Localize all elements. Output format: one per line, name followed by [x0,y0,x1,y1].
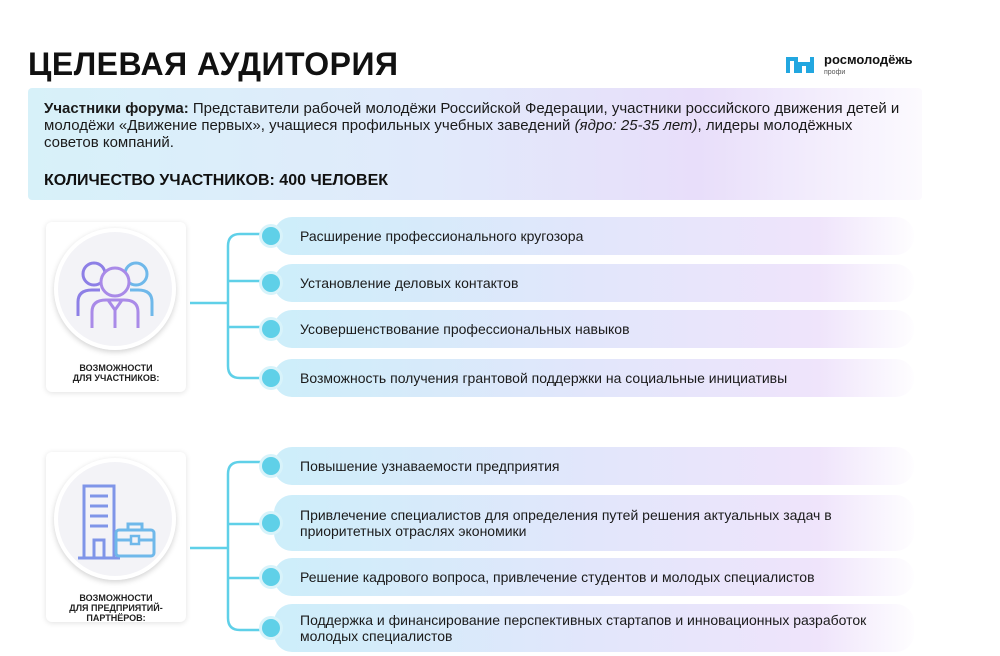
people-group-icon [70,244,160,334]
page-title: ЦЕЛЕВАЯ АУДИТОРИЯ [28,46,399,82]
partners-label [46,593,186,623]
participant-count: КОЛИЧЕСТВО УЧАСТНИКОВ: 400 ЧЕЛОВЕК [44,172,389,189]
partners-label-line2: ДЛЯ ПРЕДПРИЯТИЙ- [69,603,163,613]
logo-mark-icon [786,56,818,74]
participant-benefit-4 [274,359,914,397]
audience-banner [28,88,922,200]
participants-card [46,222,186,392]
benefit-text: Привлечение специалистов для определения путей решения актуальных задач в приоритетных отраслях экономики [300,507,832,539]
audience-description [44,100,904,151]
benefit-text: Поддержка и финансирование перспективных стартапов и инновационных разработок молодых специалистов [300,612,867,644]
bullet-dot [262,514,280,532]
participant-benefit-2 [274,264,914,302]
partners-label-line3: ПАРТНЁРОВ: [86,613,146,623]
bullet-dot [262,619,280,637]
bullet-dot [262,457,280,475]
participants-label-line1: ВОЗМОЖНОСТИ [79,363,153,373]
bullet-dot [262,568,280,586]
rosmolodezh-logo [786,50,936,78]
banner-text-a: Представители рабочей молодёжи Российской Федерации, участники российского движения детей и молодёжи «Движение первых», учащиеся профильных учебных заведений [44,100,900,134]
benefit-text: Расширение профессионального кругозора [300,228,584,244]
bullet-dot [262,227,280,245]
partner-benefit-4 [274,604,914,652]
logo-subtitle: профи [824,69,846,76]
banner-lead: Участники форума: [44,100,189,117]
banner-text-b: , лидеры молодёжных советов компаний. [44,117,853,151]
benefit-text: Усовершенствование профессиональных навыков [300,321,630,337]
partners-icon-circle [54,458,176,580]
banner-age-core: (ядро: 25-35 лет) [574,117,698,134]
partner-benefit-2 [274,495,914,551]
bullet-dot [262,369,280,387]
benefit-text: Решение кадрового вопроса, привлечение студентов и молодых специалистов [300,569,815,585]
participant-benefit-3 [274,310,914,348]
participants-icon-circle [54,228,176,350]
partners-label-line1: ВОЗМОЖНОСТИ [79,593,153,603]
bullet-dot [262,274,280,292]
benefit-text: Повышение узнаваемости предприятия [300,458,560,474]
benefit-text: Возможность получения грантовой поддержки на социальные инициативы [300,370,788,386]
bullet-dot [262,320,280,338]
logo-name: росмолодёжь [824,52,913,67]
participants-connector [190,230,280,390]
partner-benefit-3 [274,558,914,596]
partners-card [46,452,186,622]
participant-benefit-1 [274,217,914,255]
benefit-text: Установление деловых контактов [300,275,519,291]
participants-label-line2: ДЛЯ УЧАСТНИКОВ: [72,373,160,383]
partners-connector [190,458,280,638]
office-building-briefcase-icon [70,474,160,564]
partner-benefit-1 [274,447,914,485]
participants-label [46,363,186,383]
